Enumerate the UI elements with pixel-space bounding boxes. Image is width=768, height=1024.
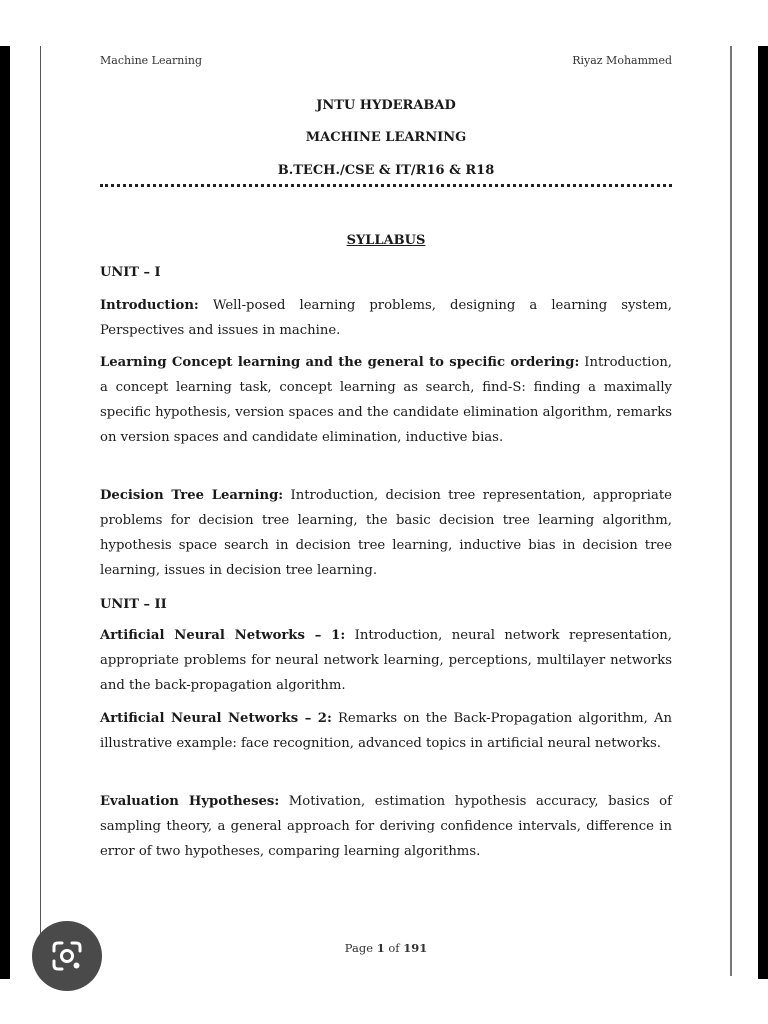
para-heading: Decision Tree Learning:	[100, 488, 284, 503]
page-right-edge	[730, 46, 732, 976]
page-left-edge	[40, 46, 41, 976]
unit1-paragraph-decision-tree	[100, 483, 672, 583]
syllabus-heading: SYLLABUS	[346, 233, 426, 248]
para-text: Motivation, estimation hypothesis accuracy, basics of sampling theory, a general approach for deriving confidence intervals, difference in error of two hypotheses, comparing learning algorithms.	[100, 794, 672, 859]
para-text: Introduction, decision tree representation, appropriate problems for decision tree learning, the basic decision tree learning algorithm, hypothesis space search in decision tree learning, inductive bias in decision tree learning, issues in decision tree learning.	[100, 488, 672, 578]
para-heading: Learning Concept learning and the general to specific ordering:	[100, 355, 580, 370]
para-heading: Introduction:	[100, 298, 199, 313]
para-text: Introduction, neural network representation, appropriate problems for neural network learning, perceptions, multilayer networks and the back-propagation algorithm.	[100, 628, 672, 693]
right-black-border	[758, 46, 768, 979]
unit2-paragraph-evaluation	[100, 789, 672, 864]
title-university: JNTU HYDERABAD	[316, 98, 456, 113]
left-black-border	[0, 46, 10, 979]
google-lens-button[interactable]	[32, 921, 102, 991]
title-course: B.TECH./CSE & IT/R16 & R18	[277, 163, 495, 178]
para-text: Well-posed learning problems, designing a learning system, Perspectives and issues in machine.	[100, 298, 672, 338]
unit-2-label: UNIT – II	[100, 597, 167, 612]
footer-of: of	[384, 941, 404, 955]
footer-total-pages: 191	[403, 941, 428, 955]
unit1-paragraph-concept-learning	[100, 350, 672, 450]
unit2-paragraph-ann-2	[100, 706, 672, 756]
footer-prefix: Page	[344, 941, 377, 955]
unit-1-label: UNIT – I	[100, 265, 161, 280]
header-right: Riyaz Mohammed	[572, 54, 672, 67]
title-subject: MACHINE LEARNING	[305, 130, 467, 145]
para-heading: Artificial Neural Networks – 2:	[100, 711, 332, 726]
para-heading: Artificial Neural Networks – 1:	[100, 628, 346, 643]
page-footer	[100, 941, 672, 955]
unit1-paragraph-introduction	[100, 293, 672, 343]
unit2-paragraph-ann-1	[100, 623, 672, 698]
dotted-divider	[100, 184, 672, 187]
para-text: Remarks on the Back-Propagation algorithm, An illustrative example: face recognition, advanced topics in artificial neural networks.	[100, 711, 672, 751]
para-heading: Evaluation Hypotheses:	[100, 794, 280, 809]
google-lens-icon	[50, 939, 84, 973]
footer-page-number: 1	[376, 941, 385, 955]
para-text: Introduction, a concept learning task, concept learning as search, find-S: finding a maximally specific hypothesis, version spaces and the candidate elimination algorithm, remarks on version spaces and candidate elimination, inductive bias.	[100, 355, 672, 445]
header-left: Machine Learning	[100, 54, 203, 67]
